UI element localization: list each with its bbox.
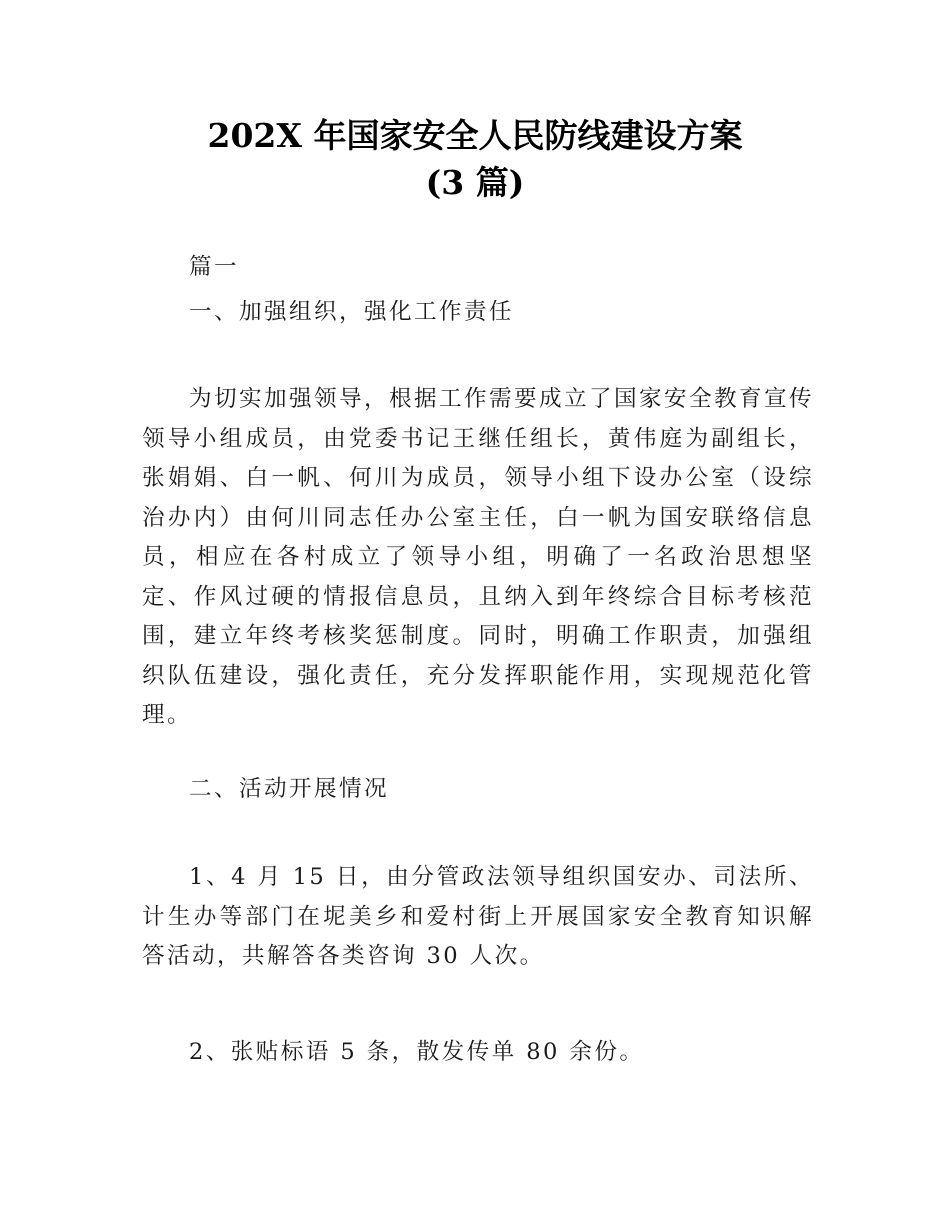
section-heading-2: 二、活动开展情况 bbox=[189, 776, 389, 802]
part-label: 篇一 bbox=[189, 254, 239, 280]
list-item-1: 1、4 月 15 日，由分管政法领导组织国安办、司法所、计生办等部门在坭美乡和爱村街上开展国家安全教育知识解答活动，共解答各类咨询 30 人次。 bbox=[142, 864, 814, 969]
document-title: 202X 年国家安全人民防线建设方案 bbox=[207, 116, 743, 155]
document-title-subtitle: (3 篇) bbox=[425, 163, 525, 202]
list-item-2: 2、张贴标语 5 条，散发传单 80 余份。 bbox=[189, 1039, 645, 1065]
section-heading-1: 一、加强组织，强化工作责任 bbox=[189, 299, 514, 325]
paragraph-1: 为切实加强领导，根据工作需要成立了国家安全教育宣传领导小组成员，由党委书记王继任组长，黄伟庭为副组长，张娟娟、白一帆、何川为成员，领导小组下设办公室（设综治办内）由何川同志任办公室主任，白一帆为国安联络信息员，相应在各村成立了领导小组，明确了一名政治思想坚定、作风过硬的情报信息员，且纳入到年终综合目标考核范围，建立年终考核奖惩制度。同时，明确工作职责，加强组织队伍建设，强化责任，充分发挥职能作用，实现规范化管理。 bbox=[142, 386, 814, 728]
